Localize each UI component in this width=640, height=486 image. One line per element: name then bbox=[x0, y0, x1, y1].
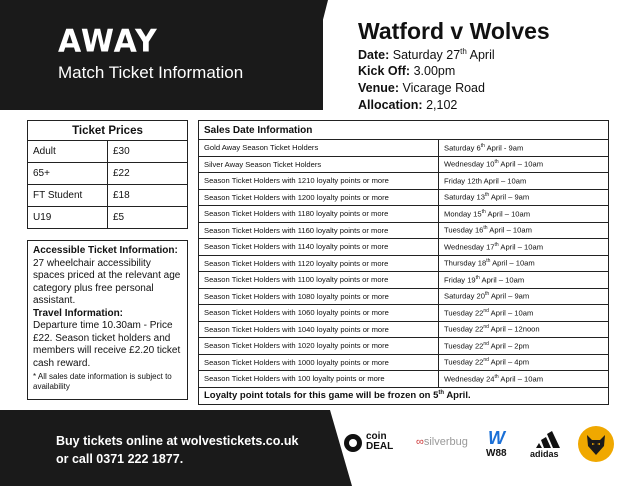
adidas-stripes-icon bbox=[536, 430, 562, 448]
sales-date-rest: April – 10am bbox=[498, 242, 544, 252]
wolves-crest-icon bbox=[578, 426, 614, 462]
sales-row bbox=[199, 173, 609, 190]
sales-date-day: Saturday 20 bbox=[444, 292, 485, 302]
sales-date-table bbox=[198, 120, 609, 405]
sales-date-day: Tuesday 22 bbox=[444, 341, 484, 351]
sales-date-rest: April – 10am bbox=[498, 160, 544, 170]
availability-note: * All sales date information is subject to availability bbox=[33, 372, 172, 391]
match-title: Watford v Wolves bbox=[358, 18, 550, 44]
match-allocation bbox=[358, 98, 457, 112]
sales-date-sup: th bbox=[475, 274, 480, 281]
coindeal-icon bbox=[344, 434, 362, 452]
sales-row bbox=[199, 239, 609, 256]
sales-row bbox=[199, 156, 609, 173]
sales-row bbox=[199, 371, 609, 388]
sales-date bbox=[439, 321, 609, 338]
kickoff-value: 3.00pm bbox=[413, 64, 456, 78]
price-row bbox=[28, 163, 188, 185]
coindeal-logo bbox=[344, 432, 404, 456]
sales-date-sup: nd bbox=[483, 357, 489, 364]
allocation-label: Allocation: bbox=[358, 98, 423, 112]
sales-date-day: Friday 12th April – 10am bbox=[444, 176, 527, 186]
buy-line-1: Buy tickets online at wolvestickets.co.uk bbox=[56, 434, 299, 448]
sales-date bbox=[439, 272, 609, 289]
sales-holder-group: Season Ticket Holders with 100 loyalty points or more bbox=[199, 371, 439, 388]
kickoff-label: Kick Off: bbox=[358, 64, 411, 78]
sales-date-sup: th bbox=[494, 241, 499, 248]
sales-holder-group: Season Ticket Holders with 1160 loyalty points or more bbox=[199, 222, 439, 239]
sales-date-sup: th bbox=[494, 373, 499, 380]
sales-title: Sales Date Information bbox=[199, 121, 609, 140]
ticket-prices-title: Ticket Prices bbox=[28, 121, 188, 141]
sales-date-rest: April – 4pm bbox=[488, 358, 530, 368]
price-amount: £30 bbox=[108, 141, 188, 163]
sales-date-rest: April – 10am bbox=[485, 209, 531, 219]
venue-value: Vicarage Road bbox=[402, 81, 485, 95]
sales-holder-group: Season Ticket Holders with 1140 loyalty points or more bbox=[199, 239, 439, 256]
sales-date-day: Saturday 13 bbox=[444, 193, 485, 203]
silverbug-logo bbox=[416, 436, 468, 448]
sales-date-sup: nd bbox=[483, 307, 489, 314]
ticket-prices-table bbox=[27, 120, 188, 229]
match-venue bbox=[358, 81, 485, 95]
sales-date bbox=[439, 354, 609, 371]
price-category: FT Student bbox=[28, 185, 108, 207]
sales-date-sup: th bbox=[481, 208, 486, 215]
travel-heading: Travel Information: bbox=[33, 307, 124, 319]
sales-date-rest: April – 10am bbox=[490, 259, 535, 269]
sales-date-rest: April – 10am bbox=[479, 275, 525, 285]
accessible-text: 27 wheelchair accessibility spaces priced at the relevant age category plus free personal assistant. bbox=[33, 257, 181, 306]
sales-date-sup: nd bbox=[483, 340, 489, 347]
sales-date-rest: April – 9am bbox=[489, 292, 530, 302]
sales-date-day: Monday 15 bbox=[444, 209, 482, 219]
sales-date-day: Wednesday 24 bbox=[444, 374, 495, 384]
sales-date-rest: April – 2pm bbox=[488, 341, 530, 351]
loyalty-freeze-tail: April. bbox=[444, 390, 471, 402]
sales-date bbox=[439, 189, 609, 206]
accessible-heading: Accessible Ticket Information: bbox=[33, 245, 178, 256]
sales-date-rest: April – 12noon bbox=[488, 325, 540, 335]
sales-row bbox=[199, 140, 609, 157]
silverbug-text: silverbug bbox=[423, 436, 468, 448]
sales-row bbox=[199, 288, 609, 305]
sales-date-rest: April – 9am bbox=[489, 193, 530, 203]
silverbug-icon: ∞ bbox=[416, 436, 424, 448]
sales-row bbox=[199, 321, 609, 338]
sales-date-rest: April – 10am bbox=[498, 374, 544, 384]
sales-date-day: Wednesday 10 bbox=[444, 160, 495, 170]
date-label: Date: bbox=[358, 48, 390, 63]
date-sup: th bbox=[460, 47, 467, 56]
sales-row bbox=[199, 272, 609, 289]
sales-holder-group: Season Ticket Holders with 1100 loyalty points or more bbox=[199, 272, 439, 289]
sales-holder-group: Season Ticket Holders with 1200 loyalty points or more bbox=[199, 189, 439, 206]
sales-date bbox=[439, 156, 609, 173]
price-row bbox=[28, 185, 188, 207]
buy-line-2: or call 0371 222 1877. bbox=[56, 452, 184, 466]
sales-date bbox=[439, 206, 609, 223]
sales-date-day: Wednesday 17 bbox=[444, 242, 495, 252]
adidas-text: adidas bbox=[530, 449, 559, 459]
price-amount: £22 bbox=[108, 163, 188, 185]
price-category: Adult bbox=[28, 141, 108, 163]
date-tail: April bbox=[466, 48, 495, 63]
sales-date-sup: th bbox=[483, 225, 488, 232]
sales-date-sup: th bbox=[484, 291, 490, 298]
sales-holder-group: Season Ticket Holders with 1020 loyalty points or more bbox=[199, 338, 439, 355]
sales-holder-group: Season Ticket Holders with 1060 loyalty points or more bbox=[199, 305, 439, 322]
sales-holder-group: Season Ticket Holders with 1120 loyalty points or more bbox=[199, 255, 439, 272]
sales-date bbox=[439, 140, 609, 157]
sales-holder-group: Season Ticket Holders with 1180 loyalty points or more bbox=[199, 206, 439, 223]
match-date bbox=[358, 47, 495, 62]
loyalty-freeze-note bbox=[199, 387, 609, 404]
sales-date bbox=[439, 305, 609, 322]
sales-holder-group: Season Ticket Holders with 1040 loyalty points or more bbox=[199, 321, 439, 338]
sales-row bbox=[199, 305, 609, 322]
header-banner bbox=[0, 0, 323, 110]
travel-text: Departure time 10.30am - Price £22. Season ticket holders and members will receive £2.20 ticket cash reward. bbox=[33, 320, 181, 369]
sales-date-day: Tuesday 16 bbox=[444, 226, 484, 236]
sales-date bbox=[439, 222, 609, 239]
sales-row bbox=[199, 338, 609, 355]
accessible-travel-box bbox=[27, 240, 188, 400]
sales-date bbox=[439, 371, 609, 388]
match-kickoff bbox=[358, 64, 455, 78]
sales-date-day: Tuesday 22 bbox=[444, 325, 484, 335]
sales-date bbox=[439, 288, 609, 305]
sales-row bbox=[199, 222, 609, 239]
w88-text: W88 bbox=[486, 448, 507, 459]
price-row bbox=[28, 207, 188, 229]
sales-row bbox=[199, 189, 609, 206]
page-subtitle: Match Ticket Information bbox=[58, 63, 244, 82]
loyalty-freeze-text: Loyalty point totals for this game will be frozen on 5 bbox=[204, 390, 439, 402]
sales-holder-group: Season Ticket Holders with 1080 loyalty points or more bbox=[199, 288, 439, 305]
venue-label: Venue: bbox=[358, 81, 399, 95]
sales-date-day: Thursday 18 bbox=[444, 259, 487, 269]
coindeal-coin: coin bbox=[366, 431, 387, 442]
price-category: 65+ bbox=[28, 163, 108, 185]
sales-date-rest: April - 9am bbox=[484, 143, 524, 153]
w88-logo bbox=[484, 428, 518, 460]
sales-date-day: Friday 19 bbox=[444, 275, 476, 285]
price-amount: £18 bbox=[108, 185, 188, 207]
date-value: Saturday 27 bbox=[392, 48, 461, 63]
sales-date bbox=[439, 239, 609, 256]
header-banner-slant bbox=[300, 0, 328, 110]
sales-date-day: Tuesday 22 bbox=[444, 308, 484, 318]
sales-date-rest: April – 10am bbox=[488, 308, 534, 318]
sales-row bbox=[199, 354, 609, 371]
sales-date bbox=[439, 173, 609, 190]
coindeal-deal: DEAL bbox=[366, 441, 394, 452]
loyalty-freeze-sup: th bbox=[438, 389, 445, 396]
allocation-value: 2,102 bbox=[426, 98, 458, 112]
sales-holder-group: Silver Away Season Ticket Holders bbox=[199, 156, 439, 173]
sales-date-sup: th bbox=[494, 159, 499, 166]
adidas-logo bbox=[530, 430, 570, 460]
away-logo: AWAY bbox=[58, 23, 158, 60]
sales-date-rest: April – 10am bbox=[487, 226, 532, 236]
sales-date-day: Saturday 6 bbox=[444, 143, 481, 153]
sales-date-day: Tuesday 22 bbox=[444, 358, 484, 368]
price-category: U19 bbox=[28, 207, 108, 229]
sales-date-sup: th bbox=[480, 142, 485, 149]
sales-holder-group: Season Ticket Holders with 1210 loyalty points or more bbox=[199, 173, 439, 190]
sales-date-sup: th bbox=[484, 192, 490, 199]
sales-date bbox=[439, 255, 609, 272]
sales-date-sup: th bbox=[486, 258, 491, 265]
sales-row bbox=[199, 206, 609, 223]
sales-date bbox=[439, 338, 609, 355]
price-amount: £5 bbox=[108, 207, 188, 229]
sales-date-sup: nd bbox=[483, 324, 489, 331]
sales-holder-group: Season Ticket Holders with 1000 loyalty points or more bbox=[199, 354, 439, 371]
sales-row bbox=[199, 255, 609, 272]
sales-holder-group: Gold Away Season Ticket Holders bbox=[199, 140, 439, 157]
price-row bbox=[28, 141, 188, 163]
buy-tickets-text bbox=[56, 432, 298, 468]
w88-w: W bbox=[488, 428, 505, 448]
